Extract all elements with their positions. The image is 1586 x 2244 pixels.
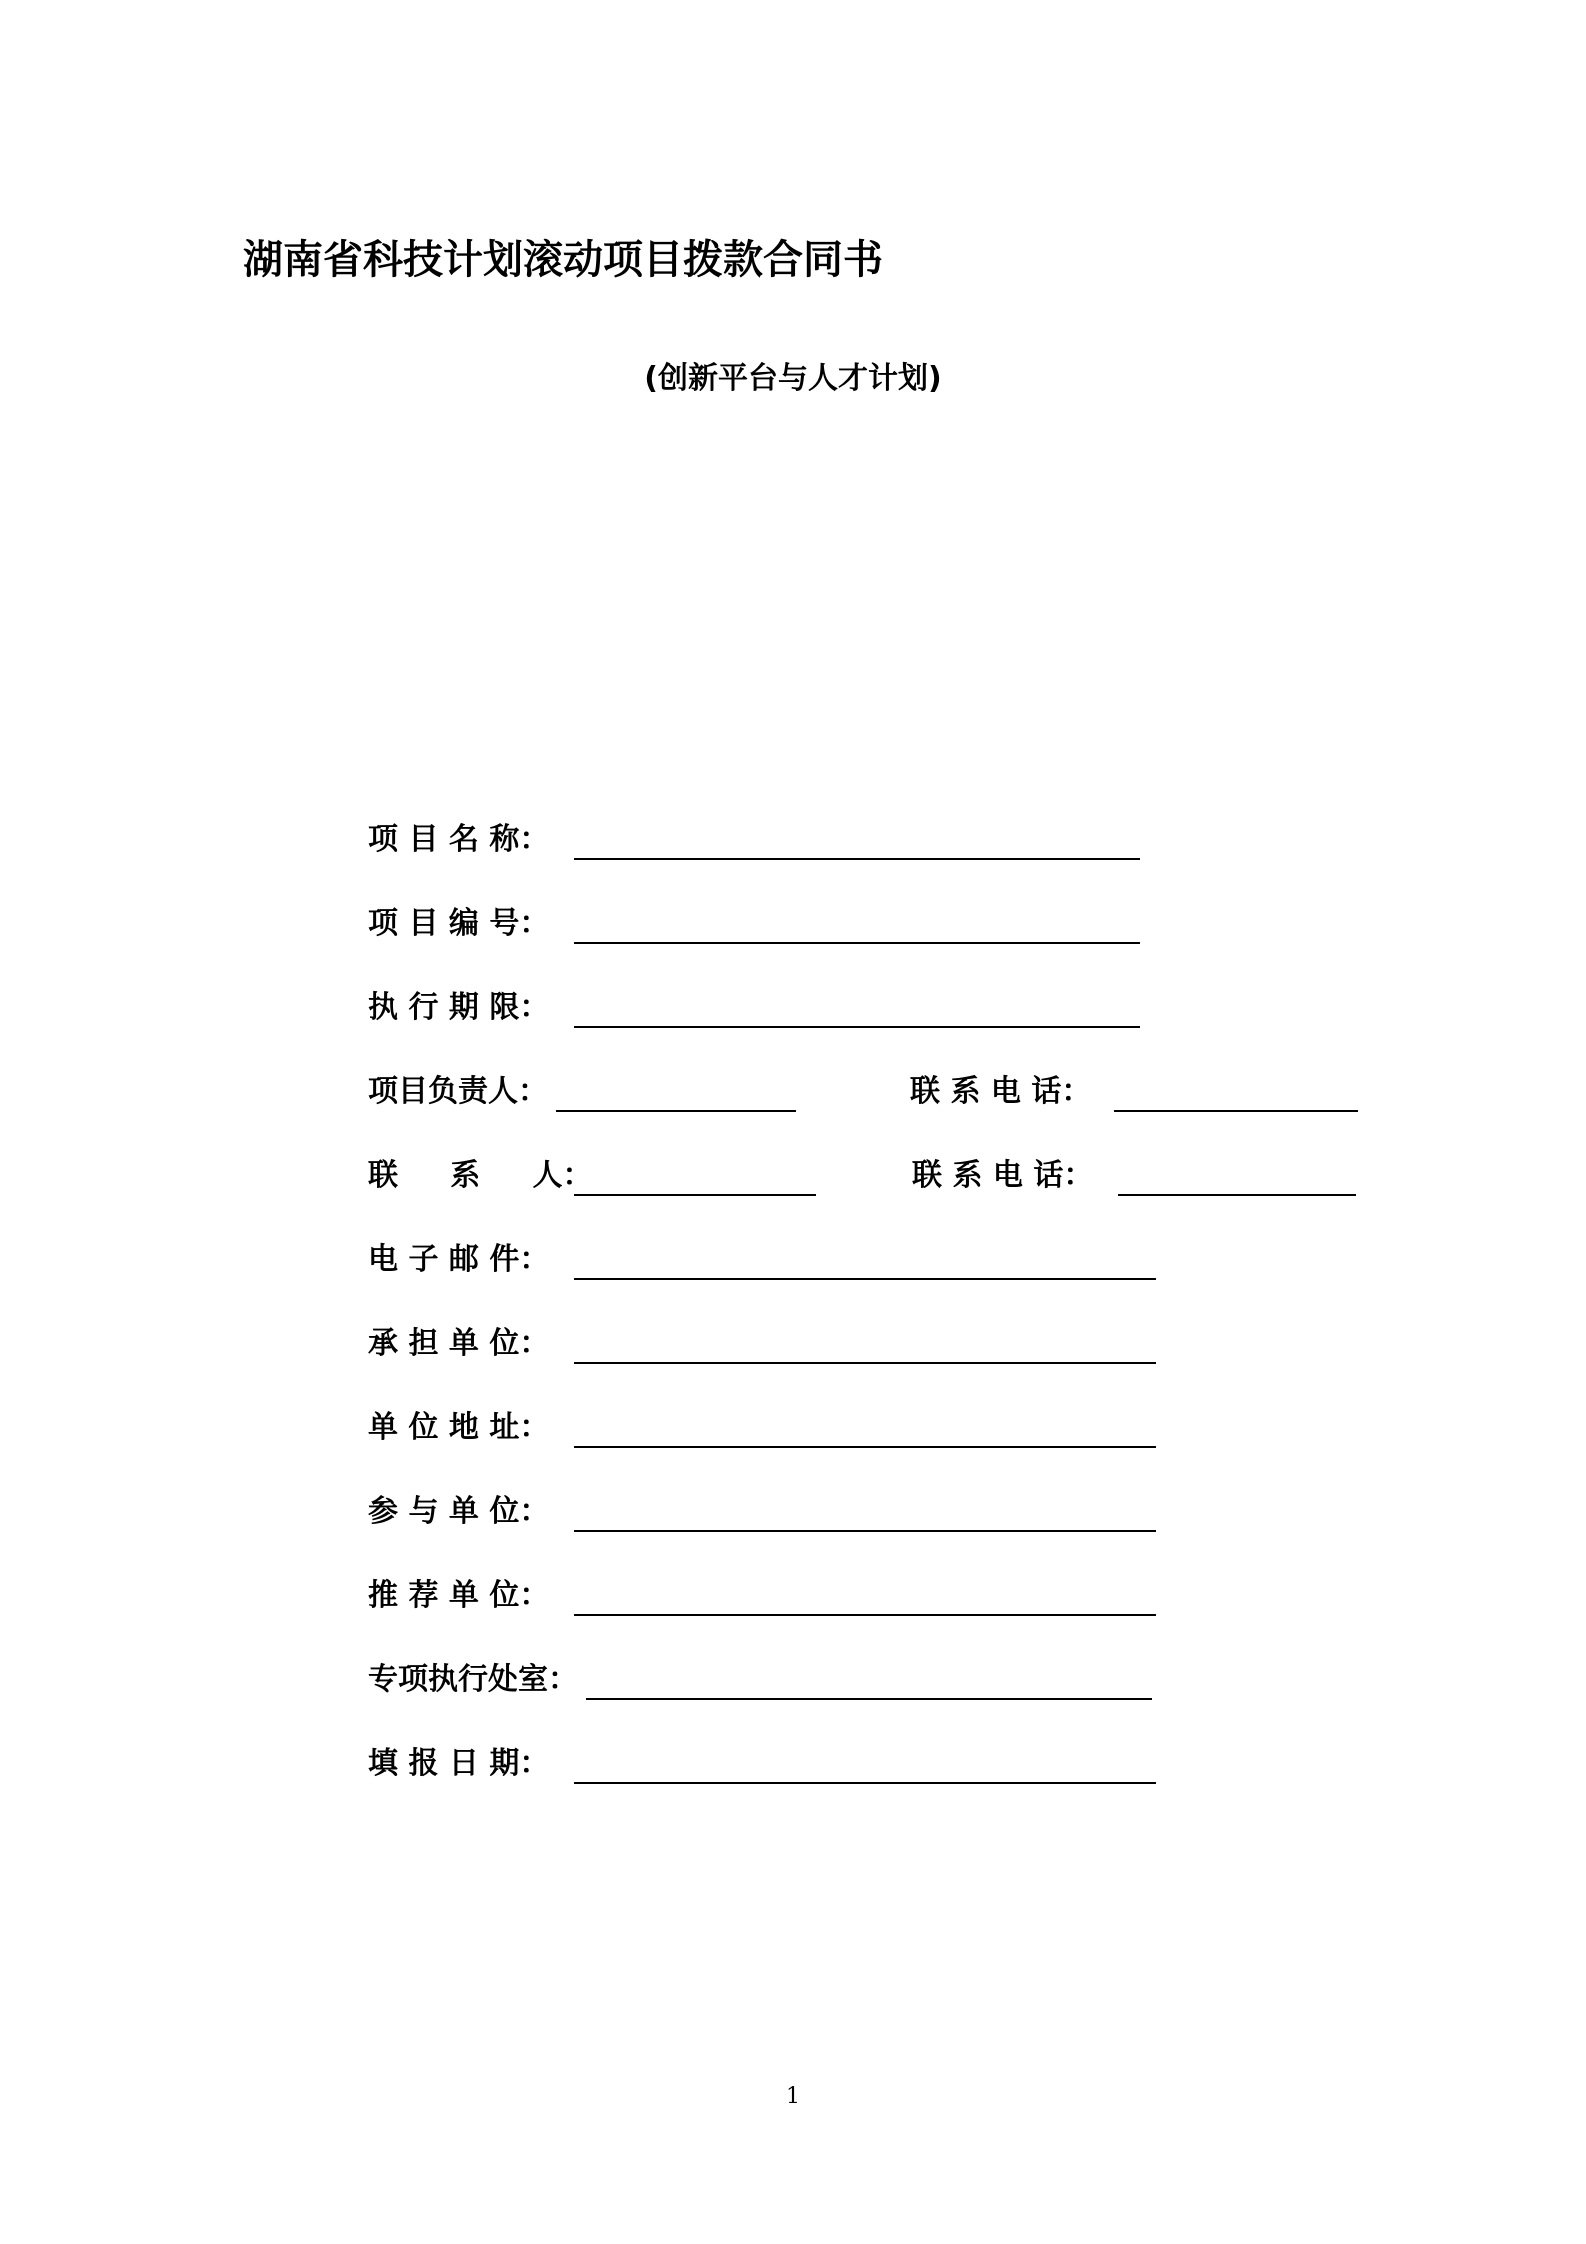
unit-address-input-line[interactable]	[574, 1446, 1156, 1448]
contact-person-input-line[interactable]	[574, 1194, 816, 1196]
field-project-leader	[368, 1070, 808, 1120]
recommending-unit-input-line[interactable]	[574, 1614, 1156, 1616]
field-contact-person	[368, 1154, 828, 1204]
field-filling-date	[368, 1742, 1168, 1792]
field-label: 联 系 人：	[368, 1158, 593, 1193]
field-label: 执 行 期 限：	[368, 990, 550, 1025]
field-label: 项 目 编 号：	[368, 906, 550, 941]
field-participating-unit	[368, 1490, 1168, 1540]
contact-phone-input-line[interactable]	[1118, 1194, 1356, 1196]
field-execution-period	[368, 986, 1148, 1036]
field-recommending-unit	[368, 1574, 1168, 1624]
field-undertaking-unit	[368, 1322, 1168, 1372]
field-label: 联 系 电 话：	[910, 1074, 1092, 1109]
field-email	[368, 1238, 1168, 1288]
field-label: 推 荐 单 位：	[368, 1578, 550, 1613]
executing-office-input-line[interactable]	[586, 1698, 1152, 1700]
field-label: 项 目 名 称：	[368, 822, 550, 857]
execution-period-input-line[interactable]	[574, 1026, 1140, 1028]
field-label: 参 与 单 位：	[368, 1494, 550, 1529]
field-leader-phone	[910, 1070, 1366, 1120]
project-name-input-line[interactable]	[574, 858, 1140, 860]
field-label: 联 系 电 话：	[912, 1158, 1094, 1193]
project-leader-input-line[interactable]	[556, 1110, 796, 1112]
email-input-line[interactable]	[574, 1278, 1156, 1280]
document-title: 湖南省科技计划滚动项目拨款合同书	[243, 237, 883, 283]
field-contact-phone	[912, 1154, 1368, 1204]
field-label: 承 担 单 位：	[368, 1326, 550, 1361]
document-subtitle: (创新平台与人才计划)	[644, 361, 942, 396]
field-label: 专项执行处室：	[368, 1662, 578, 1697]
project-number-input-line[interactable]	[574, 942, 1140, 944]
field-project-name	[368, 818, 1148, 868]
participating-unit-input-line[interactable]	[574, 1530, 1156, 1532]
field-label: 填 报 日 期：	[368, 1746, 550, 1781]
filling-date-input-line[interactable]	[574, 1782, 1156, 1784]
field-label: 项目负责人：	[368, 1074, 548, 1109]
field-label: 单 位 地 址：	[368, 1410, 550, 1445]
field-unit-address	[368, 1406, 1168, 1456]
field-project-number	[368, 902, 1148, 952]
leader-phone-input-line[interactable]	[1114, 1110, 1358, 1112]
field-label: 电 子 邮 件：	[368, 1242, 550, 1277]
page-number: 1	[786, 2084, 800, 2109]
field-executing-office	[368, 1658, 1168, 1708]
undertaking-unit-input-line[interactable]	[574, 1362, 1156, 1364]
